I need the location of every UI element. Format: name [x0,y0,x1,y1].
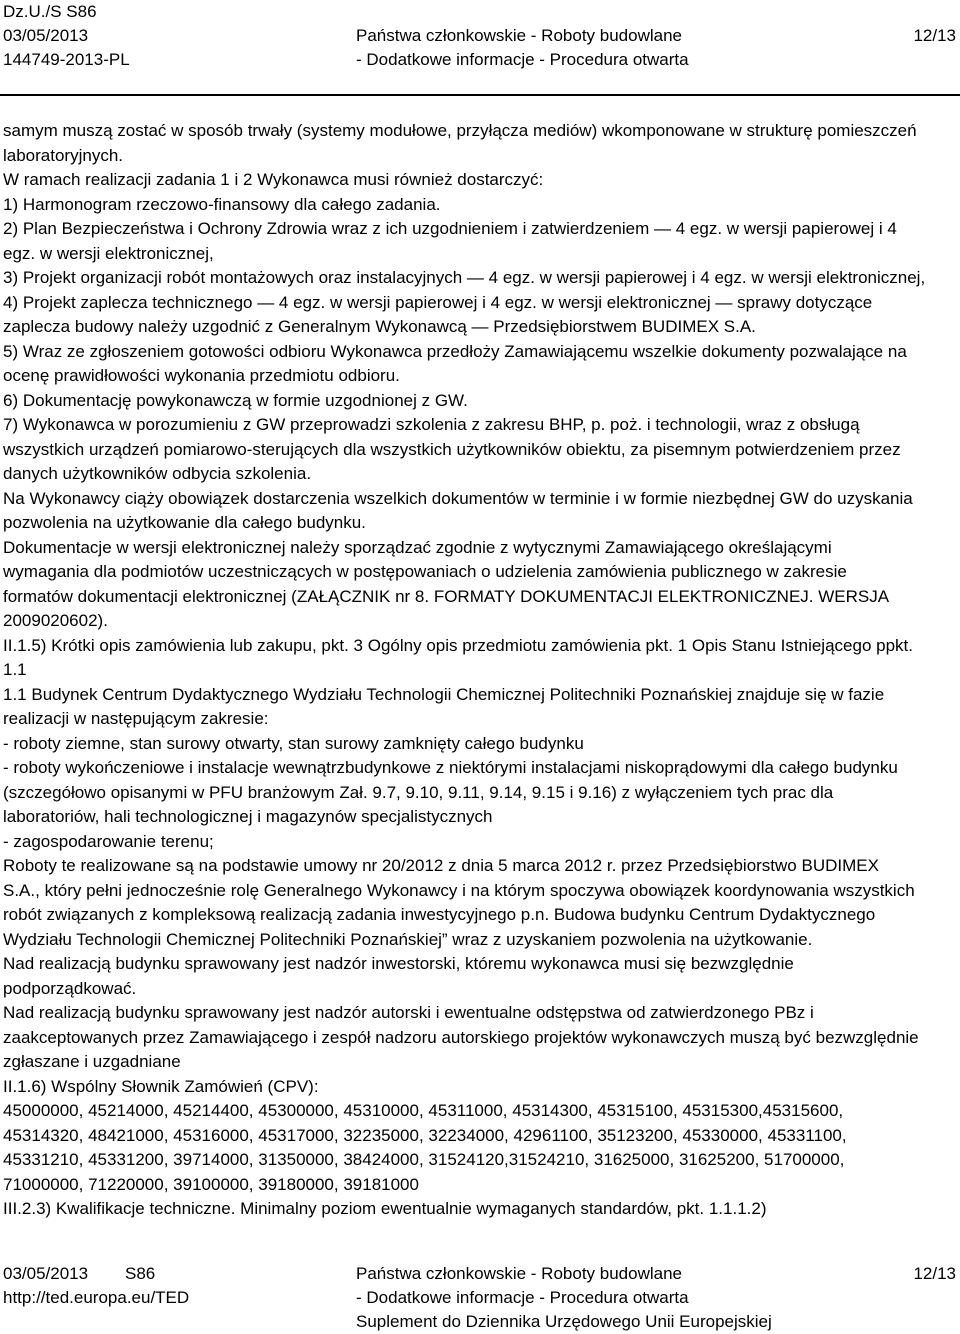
footer-page-number: 12/13 [913,1264,956,1283]
footer-supplement-title: Suplement do Dziennika Urzędowego Unii Europejskiej [356,1312,772,1331]
text-line: Dokumentacje w wersji elektronicznej należy sporządzać zgodnie z wytycznymi Zamawiającego określającymi [3,537,832,557]
header-divider [0,94,960,96]
text-line: danych użytkowników odbycia szkolenia. [3,464,312,483]
text-line: - roboty ziemne, stan surowy otwarty, stan surowy zamknięty całego budynku [3,733,584,753]
header-notice-id: 144749-2013-PL [3,50,130,69]
text-line: 5) Wraz ze zgłoszeniem gotowości odbioru Wykonawca przedłoży Zamawiającemu wszelkie dokumenty pozwalające na [3,341,907,361]
text-line: - roboty wykończeniowe i instalacje wewnątrzbudynkowe z niektórymi instalacjami niskoprądowymi dla całego budynku [3,758,898,777]
text-line: wymagania dla podmiotów uczestniczących w postępowaniach o udzielenia zamówienia publicznego w zakresie [3,562,847,581]
text-line: laboratoriów, hali technologicznej i magazynów specjalistycznych [3,807,493,826]
text-line: 6) Dokumentację powykonawczą w formie uzgodnionej z GW. [3,390,468,410]
text-line: samym muszą zostać w sposób trwały (systemy modułowe, przyłącza mediów) wkomponowane w strukturę pomieszczeń [3,121,917,140]
header-page-number: 12/13 [913,26,956,45]
text-line: 2009020602). [3,611,108,630]
footer-date: 03/05/2013 [3,1264,89,1283]
header-row-2 [0,24,960,48]
text-line: 2) Plan Bezpieczeństwa i Ochrony Zdrowia wraz z ich uzgodnieniem i zatwierdzeniem — 4 egz. w wersji papierowej i 4 [3,219,897,238]
text-line: W ramach realizacji zadania 1 i 2 Wykonawca musi również dostarczyć: [3,170,544,189]
footer-series: S86 [125,1264,156,1283]
text-line: 45331210, 45331200, 39714000, 31350000, 38424000, 31524120,31524210, 31625000, 31625200, 51700000, [3,1150,845,1169]
text-line: zaakceptowanych przez Zamawiającego i zespół nadzoru autorskiego projektów wykonawczych muszą być bezwzględnie [3,1027,919,1047]
text-line: S.A., który pełni jednocześnie rolę Generalnego Wykonawcy i na którym spoczywa obowiązek koordynowania wszystkich [3,880,915,900]
footer-url-link[interactable]: http://ted.europa.eu/TED [3,1288,190,1307]
text-line: 1.1 [3,660,27,679]
text-line: Na Wykonawcy ciąży obowiązek dostarczenia wszelkich dokumentów w terminie i w formie niezbędnej GW do uzyskania [3,488,913,508]
footer-row-3 [0,1310,960,1334]
footer-row-2 [0,1286,960,1310]
text-line: podporządkować. [3,978,137,998]
header-section-title: Państwa członkowskie - Roboty budowlane [356,26,683,45]
text-line: pozwolenia na użytkowanie dla całego budynku. [3,513,366,532]
text-line: 3) Projekt organizacji robót montażowych oraz instalacyjnych — 4 egz. w wersji papierowej i 4 egz. w wersji elektronicznej, [3,268,926,287]
text-line: 1.1 Budynek Centrum Dydaktycznego Wydziału Technologii Chemicznej Politechniki Poznańskiej znajduje się w fazie [3,684,885,704]
text-line: egz. w wersji elektronicznej, [3,243,214,263]
text-line: Wydziału Technologii Chemicznej Politechniki Poznańskiej” wraz z uzyskaniem pozwolenia na użytkowanie. [3,929,813,949]
text-line: Nad realizacją budynku sprawowany jest nadzór autorski i ewentualne odstępstwa od zatwierdzonego PBz i [3,1003,814,1022]
text-line: wszystkich urządzeń pomiarowo-sterujących dla wszystkich użytkowników obiektu, za pisemnym potwierdzeniem przez [3,439,901,459]
page-footer [0,1262,960,1334]
document-body [3,119,958,1222]
text-line: Nad realizacją budynku sprawowany jest nadzór inwestorski, któremu wykonawca musi się bezwzględnie [3,954,794,973]
text-line: ocenę prawidłowości wykonania przedmiotu odbioru. [3,366,400,385]
footer-section-subtitle: - Dodatkowe informacje - Procedura otwarta [356,1288,689,1307]
text-line: 1) Harmonogram rzeczowo-finansowy dla całego zadania. [3,194,441,214]
header-row-3 [0,48,960,72]
text-line: II.1.5) Krótki opis zamówienia lub zakupu, pkt. 3 Ogólny opis przedmiotu zamówienia pkt. 1 Opis Stanu Istniejącego ppkt. [3,635,913,655]
text-line: zgłaszane i uzgadniane [3,1052,181,1071]
header-section-subtitle: - Dodatkowe informacje - Procedura otwarta [356,50,689,69]
text-line: robót związanych z kompleksową realizacją zadania inwestycyjnego p.n. Budowa budynku Centrum Dydaktycznego [3,905,876,924]
page-header [0,0,960,72]
text-line: realizacji w następującym zakresie: [3,709,269,728]
text-line: II.1.6) Wspólny Słownik Zamówień (CPV): [3,1076,319,1096]
text-line: 4) Projekt zaplecza technicznego — 4 egz. w wersji papierowej i 4 egz. w wersji elektronicznej — sprawy dotyczące [3,292,873,312]
text-line: formatów dokumentacji elektronicznej (ZAŁĄCZNIK nr 8. FORMATY DOKUMENTACJI ELEKTRONICZNEJ. WERSJA [3,586,890,606]
text-line: 45000000, 45214000, 45214400, 45300000, 45310000, 45311000, 45314300, 45315100, 45315300,45315600, [3,1101,844,1120]
text-line: III.2.3) Kwalifikacje techniczne. Minimalny poziom ewentualnie wymaganych standardów, pkt. 1.1.1.2) [3,1199,767,1218]
footer-section-title: Państwa członkowskie - Roboty budowlane [356,1264,683,1283]
text-line: laboratoryjnych. [3,145,124,165]
text-line: (szczegółowo opisanymi w PFU branżowym Zał. 9.7, 9.10, 9.11, 9.14, 9.15 i 9.16) z wyłączeniem tych prac dla [3,782,834,802]
text-line: 7) Wykonawca w porozumieniu z GW przeprowadzi szkolenia z zakresu BHP, p. poż. i technologii, wraz z obsługą [3,415,860,434]
header-date: 03/05/2013 [3,26,89,45]
footer-row-1 [0,1262,960,1286]
text-line: 45314320, 48421000, 45316000, 45317000, 32235000, 32234000, 42961100, 35123200, 45330000, 45331100, [3,1125,847,1145]
header-publication-ref: Dz.U./S S86 [3,2,97,21]
header-row-1 [0,0,960,24]
text-line: 71000000, 71220000, 39100000, 39180000, 39181000 [3,1174,419,1194]
text-line: Roboty te realizowane są na podstawie umowy nr 20/2012 z dnia 5 marca 2012 r. przez Przedsiębiorstwo BUDIMEX [3,856,879,875]
text-line: zaplecza budowy należy uzgodnić z Generalnym Wykonawcą — Przedsiębiorstwem BUDIMEX S.A. [3,317,756,336]
text-line: - zagospodarowanie terenu; [3,831,214,851]
